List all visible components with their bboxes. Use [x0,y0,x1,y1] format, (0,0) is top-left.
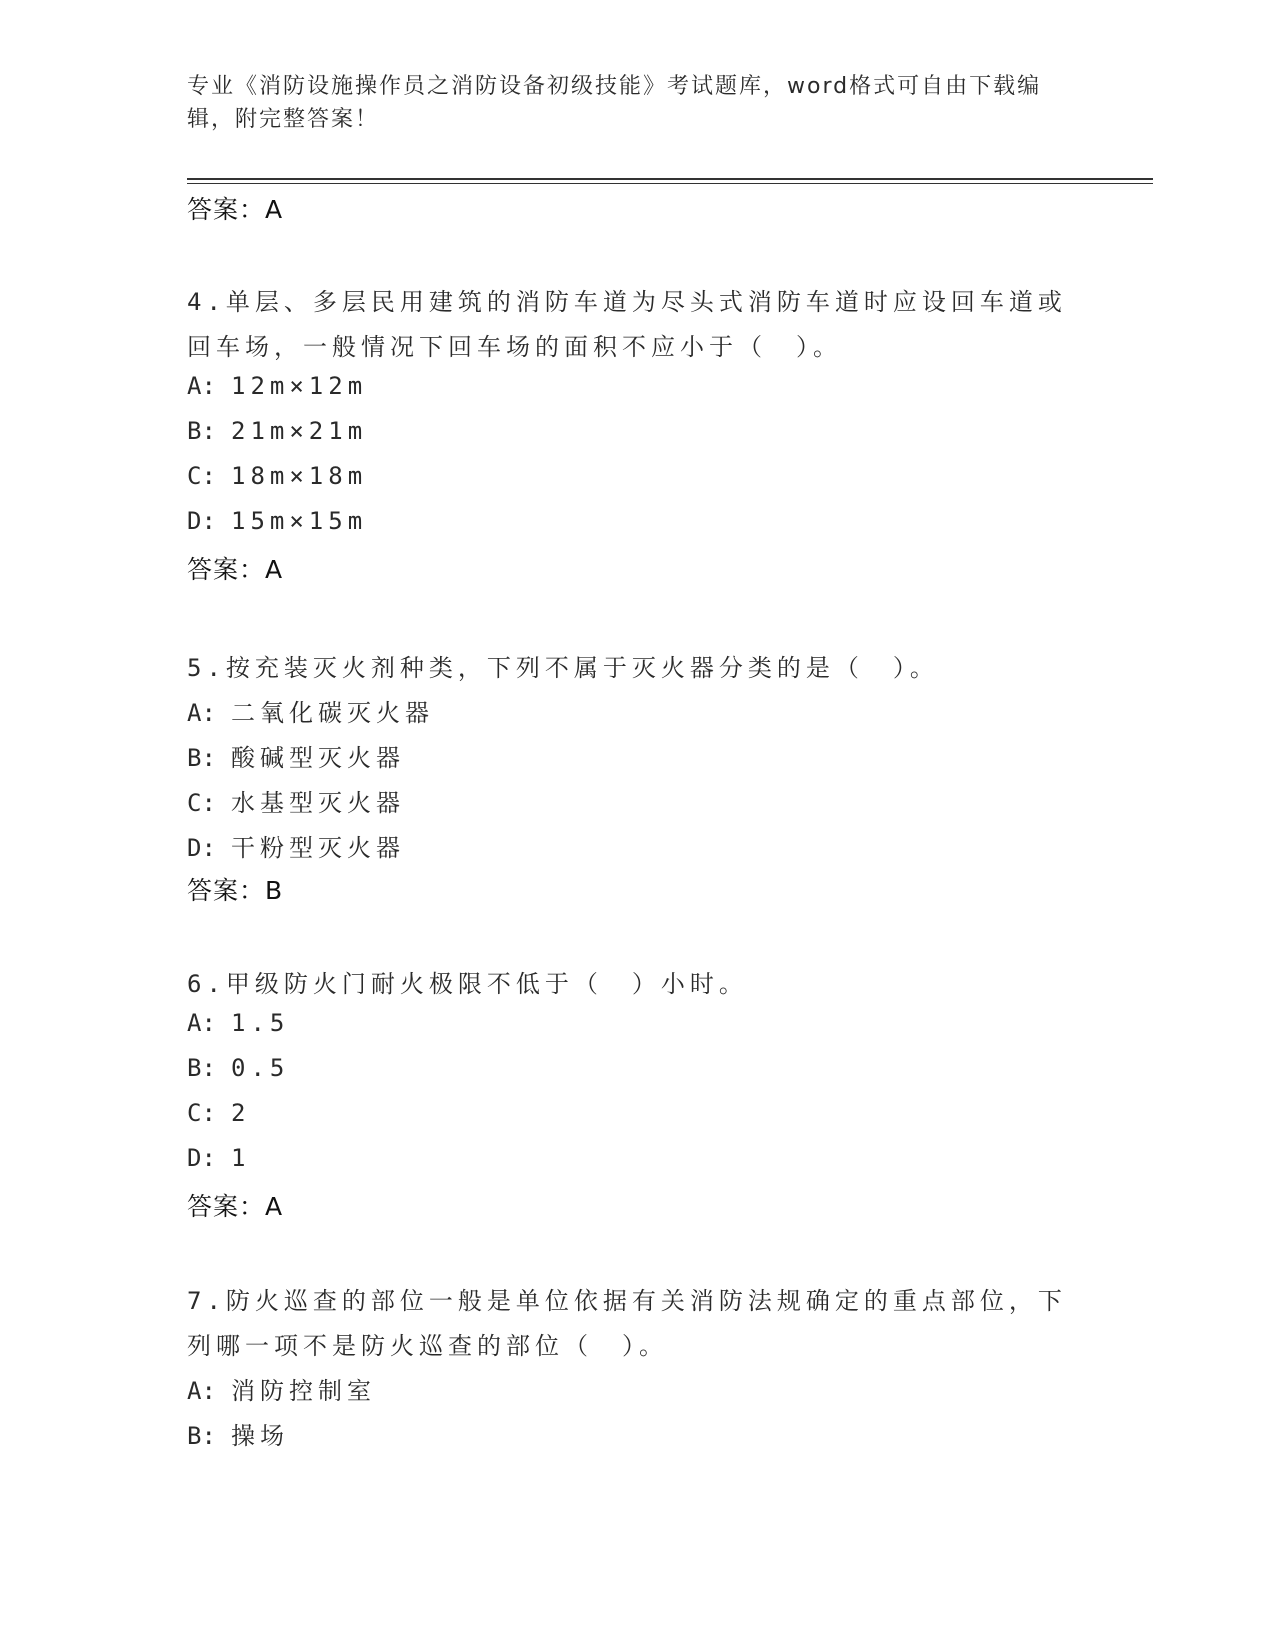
question-7-line-2: 列哪一项不是防火巡查的部位（ ）。 [187,1332,668,1360]
question-4-option-b [187,417,367,445]
option-text: 水基型灭火器 [231,789,405,817]
option-text: 消防控制室 [231,1377,376,1405]
option-text: 1.5 [231,1009,290,1037]
option-text: 21m×21m [231,417,368,445]
answer-q4: 答案：A [187,555,284,584]
header-line-1: 专业《消防设施操作员之消防设备初级技能》考试题库，word格式可自由下载编 [187,74,1042,99]
question-4-option-d [187,507,367,535]
option-label: B: [187,1422,216,1450]
header-rule-thin [187,183,1153,184]
option-label: C: [187,1099,216,1127]
document-header [187,70,1067,136]
answer-q6: 答案：A [187,1192,284,1221]
option-label: C: [187,462,216,490]
question-6-option-c [187,1099,250,1127]
option-label: A: [187,372,216,400]
question-5-option-b [187,738,405,773]
option-label: B: [187,1054,216,1082]
question-6-line-1: 6.甲级防火门耐火极限不低于（ ）小时。 [187,970,748,998]
option-label: D: [187,834,216,862]
option-text: 12m×12m [231,372,368,400]
option-text: 操场 [231,1422,289,1450]
question-7-line-1: 7.防火巡查的部位一般是单位依据有关消防法规确定的重点部位，下 [187,1287,1067,1315]
option-label: C: [187,789,216,817]
option-label: A: [187,699,216,727]
option-label: A: [187,1377,216,1405]
question-5-option-a [187,693,434,728]
header-rule-thick [187,178,1153,180]
question-4-option-c [187,462,367,490]
option-label: B: [187,417,216,445]
question-4-line-2: 回车场，一般情况下回车场的面积不应小于（ ）。 [187,333,842,361]
question-5-option-d [187,828,405,863]
answer-q5: 答案：B [187,876,284,905]
option-text: 酸碱型灭火器 [231,744,405,772]
question-6-option-d [187,1144,250,1172]
option-text: 18m×18m [231,462,368,490]
question-4-option-a [187,372,367,400]
question-7-option-a [187,1371,376,1406]
option-text: 二氧化碳灭火器 [231,699,434,727]
header-line-2: 辑，附完整答案！ [187,107,380,132]
option-text: 0.5 [231,1054,290,1082]
option-text: 干粉型灭火器 [231,834,405,862]
option-text: 2 [231,1099,251,1127]
option-text: 15m×15m [231,507,368,535]
question-5-line-1: 5.按充装灭火剂种类，下列不属于灭火器分类的是（ ）。 [187,654,939,682]
option-label: D: [187,1144,216,1172]
question-6-option-a [187,1009,289,1037]
option-label: D: [187,507,216,535]
option-label: A: [187,1009,216,1037]
question-6-option-b [187,1054,289,1082]
answer-q3: 答案：A [187,195,284,224]
question-7-option-b [187,1416,289,1451]
option-label: B: [187,744,216,772]
option-text: 1 [231,1144,251,1172]
question-4-line-1: 4.单层、多层民用建筑的消防车道为尽头式消防车道时应设回车道或 [187,288,1067,316]
question-5-option-c [187,783,405,818]
